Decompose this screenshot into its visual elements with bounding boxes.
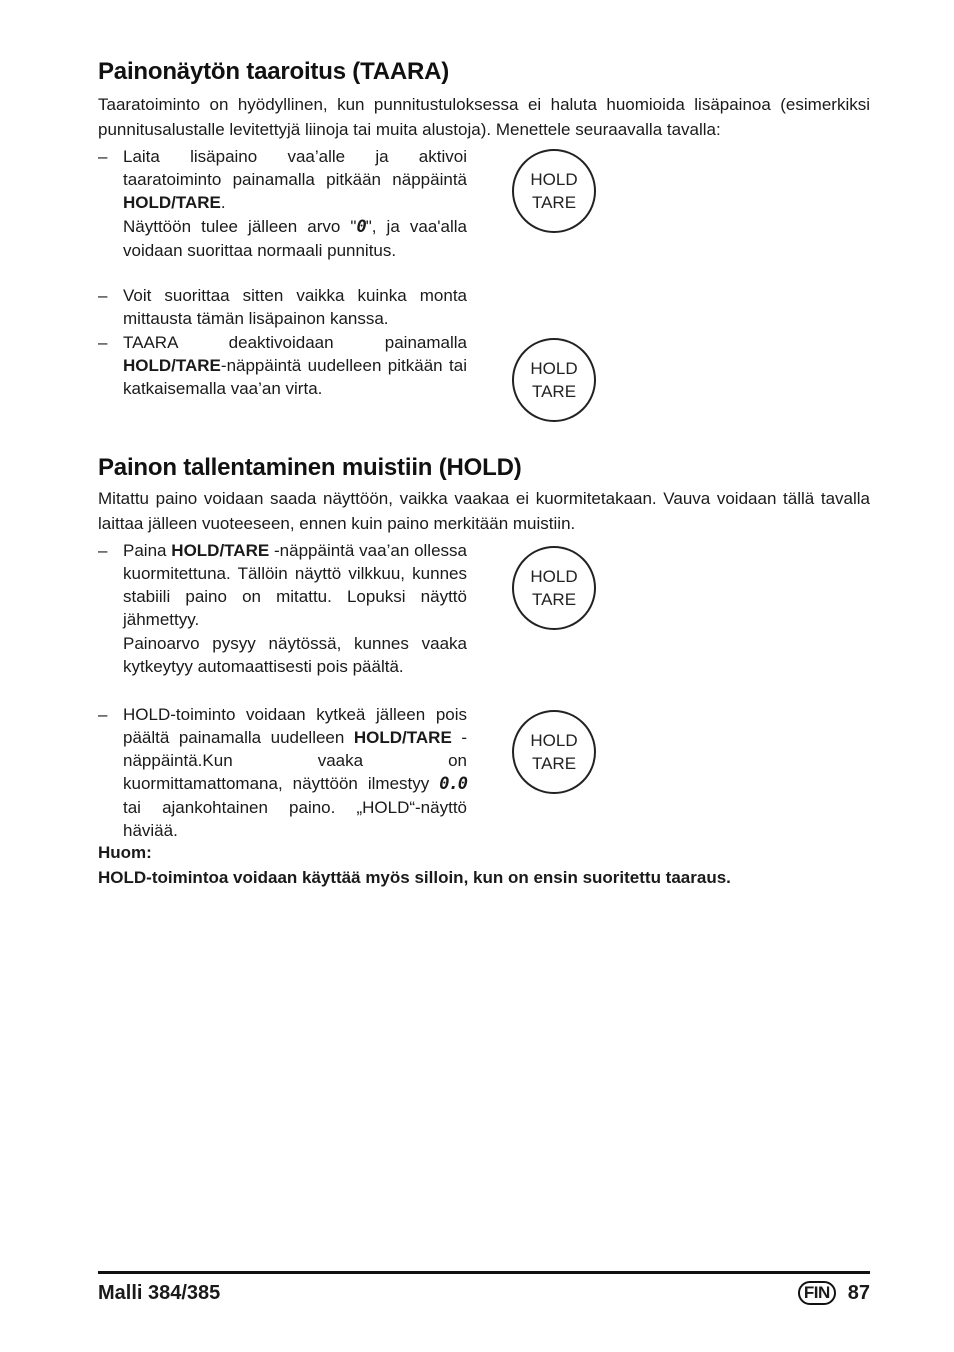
hold-tare-button-icon — [512, 149, 596, 233]
text-run: Paina — [123, 541, 172, 560]
list-item-text — [123, 215, 467, 262]
display-value: 0.0 — [439, 774, 467, 794]
key-label: HOLD/TARE — [123, 193, 221, 212]
display-value: 0 — [356, 217, 366, 237]
list-item-tare-1 — [98, 145, 467, 262]
language-badge: FIN — [798, 1281, 836, 1305]
key-label: HOLD/TARE — [171, 541, 270, 560]
list-item-text — [123, 703, 467, 842]
text-run: -näppäintä.Kun vaaka on kuormittamattomana, näyttöön ilmestyy — [123, 728, 467, 793]
note-title: Huom: — [98, 843, 152, 862]
text-run: . — [220, 193, 226, 212]
hold-tare-button-icon — [512, 546, 596, 630]
button-label-line1: HOLD — [530, 170, 578, 189]
hold-tare-button-icon — [512, 338, 596, 422]
button-label-line1: HOLD — [530, 567, 578, 586]
section-intro-hold: Mitattu paino voidaan saada näyttöön, vaikka vaakaa ei kuormitetakaan. Vauva voidaan tällä tavalla laittaa jälleen vuoteeseen, ennen kuin paino merkitään muistiin. — [98, 489, 870, 533]
list-item-tare-3 — [98, 331, 467, 400]
text-run: ", ja vaa'alla voidaan suorittaa normaali punnitus. — [123, 217, 467, 260]
footer-right — [798, 1281, 870, 1305]
button-label-line2: TARE — [531, 382, 577, 401]
text-run: Laita lisäpaino vaa’alle ja aktivoi taaratoiminto painamalla pitkään näppäintä — [123, 147, 467, 189]
text-run: -näppäintä vaa’an ollessa kuormitettuna. Tällöin näyttö vilkkuu, kunnes stabiili paino on mitattu. Lopuksi näyttö jähmettyy. — [123, 541, 467, 629]
list-item-text: Painoarvo pysyy näytössä, kunnes vaaka kytkeytyy automaattisesti pois päältä. — [123, 634, 467, 676]
text-run: Näyttöön tulee jälleen arvo " — [123, 217, 357, 236]
manual-page — [98, 0, 870, 1352]
button-label-line2: TARE — [531, 754, 577, 773]
list-item-text — [123, 145, 467, 214]
list-dash: – — [98, 147, 108, 166]
section-heading-tare: Painonäytön taaroitus (TAARA) — [98, 58, 450, 85]
section-intro-tare: Taaratoiminto on hyödyllinen, kun punnitustuloksessa ei haluta huomioida lisäpainoa (esimerkiksi punnitusalustalle levitettyjä liinoja tai muita alustoja). Menettele seuraavalla tavalla: — [98, 95, 870, 139]
list-item-tare-2 — [98, 284, 467, 330]
list-dash: – — [98, 541, 108, 560]
text-run: -näppäintä uudelleen pitkään tai katkaisemalla vaa’an virta. — [123, 356, 467, 398]
note-text: HOLD-toimintoa voidaan käyttää myös silloin, kun on ensin suoritettu taaraus. — [98, 868, 731, 887]
list-dash: – — [98, 286, 108, 305]
button-label-line1: HOLD — [530, 731, 578, 750]
list-dash: – — [98, 705, 108, 724]
footer-divider — [98, 1271, 870, 1274]
page-number: 87 — [847, 1281, 870, 1304]
key-label: HOLD/TARE — [123, 356, 221, 375]
button-label-line2: TARE — [531, 193, 577, 212]
key-label: HOLD/TARE — [353, 728, 452, 747]
list-item-text — [123, 539, 467, 631]
list-item-text: Voit suorittaa sitten vaikka kuinka monta mittausta tämän lisäpainon kanssa. — [123, 286, 467, 328]
list-item-hold-1 — [98, 539, 467, 678]
list-dash: – — [98, 333, 108, 352]
button-label-line1: HOLD — [530, 359, 578, 378]
list-item-text — [123, 331, 467, 400]
text-run: HOLD-toiminto voidaan kytkeä jälleen pois päältä painamalla uudelleen — [123, 705, 467, 747]
button-label-line2: TARE — [531, 590, 577, 609]
list-item-hold-2 — [98, 703, 467, 842]
hold-tare-button-icon — [512, 710, 596, 794]
text-run: TAARA deaktivoidaan painamalla — [123, 333, 467, 352]
text-run: tai ajankohtainen paino. „HOLD“-näyttö häviää. — [123, 798, 467, 840]
section-heading-hold: Painon tallentaminen muistiin (HOLD) — [98, 454, 522, 481]
footer-model: Malli 384/385 — [98, 1282, 221, 1304]
